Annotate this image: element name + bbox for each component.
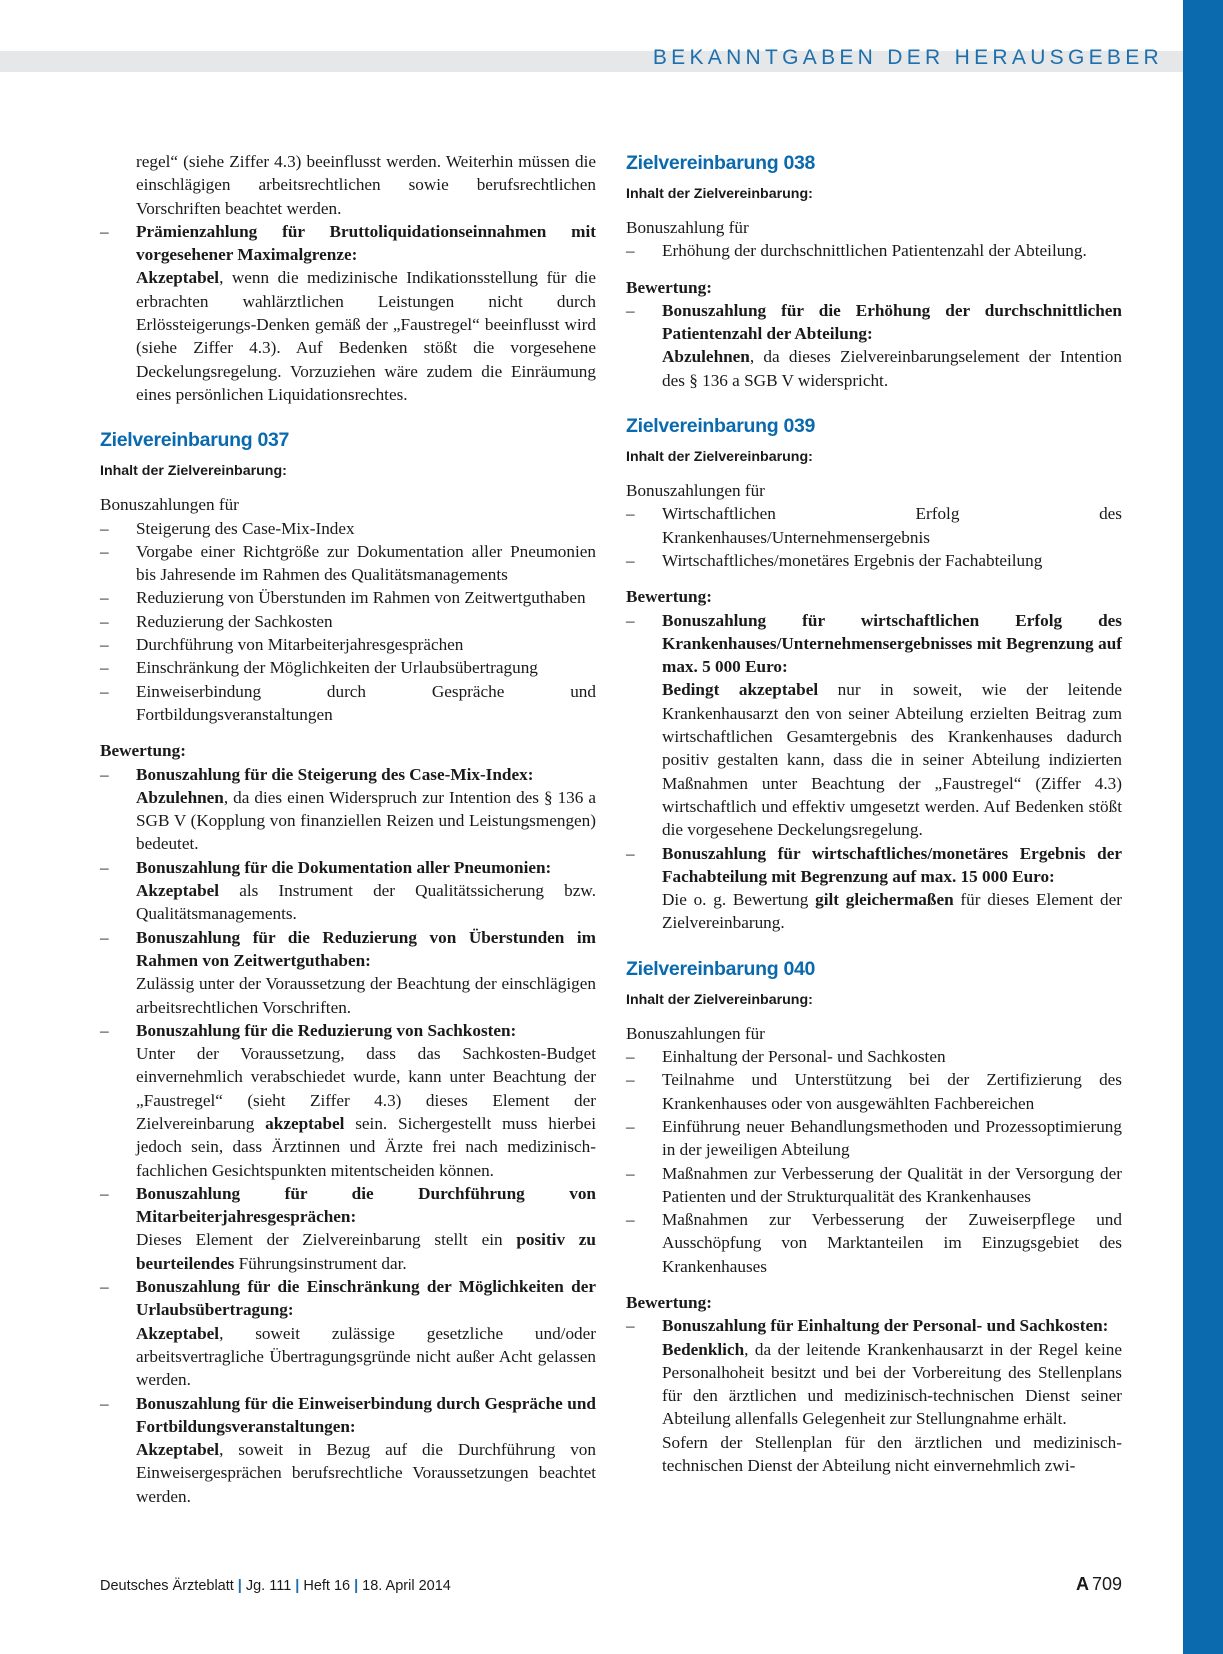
list-item: – Reduzierung von Überstunden im Rahmen von Zeitwertguthaben [100, 588, 586, 608]
section-heading-038: Zielvereinbarung 038 [626, 152, 816, 174]
verdict: Akzeptabel [136, 1323, 220, 1343]
evaluation-item: – Bonuszahlung für die Dokumentation aller Pneumonien: Akzeptabel als Instrument der Qualitätssicherung bzw. Qualitätsmanagements. [100, 857, 596, 924]
list-item [100, 220, 596, 406]
list-intro: Bonuszahlungen für [100, 495, 239, 515]
evaluation-item: – Bonuszahlung für die Durchführung von Mitarbeiterjahresgesprächen: Dieses Element der Zielvereinbarung stellt ein positiv zu beurteilendes Führungsinstrument dar. [100, 1183, 596, 1273]
evaluation-heading: Bonuszahlung für die Reduzierung von Sachkosten: [136, 1020, 517, 1040]
evaluation-heading: Bonuszahlung für die Einweiserbindung durch Gespräche und Fortbildungsveranstaltungen: [136, 1393, 596, 1436]
evaluation-item: – Bonuszahlung für Einhaltung der Personal- und Sachkosten: Bedenklich, da der leitende Krankenhausarzt in der Regel keine Personalhoheit besitzt und bei der Vorbereitung des Stellenplans für den ärztlichen und medizinisch-technischen Dienst seiner Abteilung allenfalls Gelegenheit zur Stellungnahme erhält. Sofern der Stellenplan für den ärztlichen und medizinisch-technischen Dienst der Abteilung nicht einvernehmlich zwi- [626, 1314, 1122, 1477]
verdict: positiv zu beurteilendes [136, 1230, 596, 1273]
bewertung-heading: Bewertung: [626, 277, 712, 297]
verdict: Abzulehnen [662, 347, 750, 367]
evaluation-heading: Bonuszahlung für wirtschaftliches/monetäres Ergebnis der Fachabteilung mit Begrenzung auf max. 15 000 Euro: [662, 843, 1122, 886]
right-column [626, 150, 1122, 1477]
footer-separator: | [295, 1578, 300, 1594]
evaluation-heading: Bonuszahlung für die Einschränkung der Möglichkeiten der Urlaubsübertragung: [136, 1277, 596, 1320]
list-item: – Wirtschaftliches/monetäres Ergebnis der Fachabteilung [626, 550, 1043, 570]
section-heading-039: Zielvereinbarung 039 [626, 415, 816, 438]
evaluation-item: – Bonuszahlung für die Erhöhung der durchschnittlichen Patientenzahl der Abteilung: Abzulehnen, da dieses Zielvereinbarungselement der Intention des § 136 a SGB V widerspricht. [626, 300, 1122, 390]
list-intro: Bonuszahlung für [626, 218, 749, 237]
footer-separator: | [237, 1578, 242, 1594]
verdict: Abzulehnen [136, 787, 224, 807]
dash-bullet: – [100, 221, 109, 241]
evaluation-text: , wenn die medizinische Indikationsstellung für die erbrachten wahlärztlichen Leistungen nicht durch Erlössteigerungs-Denken gemäß der „Faustregel“ beeinflusst wird (siehe Ziffer 4.3). Auf Bedenken stößt die vorgesehene Deckelungsregelung. Vorzuziehen wäre zudem die Einräumung eines persönlichen Liquidationsrechtes. [136, 268, 596, 404]
issue: Heft 16 [303, 1578, 351, 1594]
list-item: – Steigerung des Case-Mix-Index [100, 518, 355, 538]
evaluation-item: – Bonuszahlung für wirtschaftlichen Erfolg des Krankenhauses/Unternehmensergebnisses mit Begrenzung auf max. 5 000 Euro: Bedingt akzeptabel nur in soweit, wie der leitende Krankenhausarzt den von seiner Abteilung erzielten Beitrag zum wirtschaftlichen Gesamtergebnis des Krankenhauses dadurch positiv gestalten kann, dass die in seiner Abteilung indizierten Maßnahmen unter Beachtung der „Faustregel“ (Ziffer 4.3) wirtschaftlich und effektiv umgesetzt werden. Auf Bedenken stößt die vorgesehene Deckelungsregelung. [626, 610, 1122, 840]
list-item: – Wirtschaftlichen Erfolg des Krankenhauses/Unternehmensergebnis [626, 504, 1122, 547]
volume: Jg. 111 [245, 1578, 292, 1594]
evaluation-heading: Bonuszahlung für die Steigerung des Case-Mix-Index: [136, 764, 534, 784]
list-item: – Einschränkung der Möglichkeiten der Urlaubsübertragung [100, 658, 538, 678]
evaluation-item: – Bonuszahlung für die Reduzierung von Sachkosten: Unter der Voraussetzung, dass das Sachkosten-Budget einvernehmlich verabschiedet wurde, kann unter Beachtung der „Faustregel“ (sieht Ziffer 4.3) dieses Element der Zielvereinbarung akzeptabel sein. Sichergestellt muss hierbei jedoch sein, dass Ärztinnen und Ärzte frei nach medizinisch-fachlichen Gesichtspunkten mitentscheiden können. [100, 1020, 596, 1180]
evaluation-heading: Bonuszahlung für Einhaltung der Personal- und Sachkosten: [662, 1316, 1109, 1336]
journal-name: Deutsches Ärzteblatt [100, 1578, 234, 1594]
evaluation-heading: Prämienzahlung für Bruttoliquidationseinnahmen mit vorgesehener Maximalgrenze: [136, 221, 596, 265]
bewertung-heading: Bewertung: [100, 741, 186, 761]
list-item: – Maßnahmen zur Verbesserung der Zuweiserpflege und Ausschöpfung von Marktanteilen im Einzugsgebiet des Krankenhauses [626, 1210, 1122, 1276]
verdict: akzeptabel [265, 1113, 345, 1133]
subheading-inhalt: Inhalt der Zielvereinbarung: [626, 991, 813, 1008]
page-footer [100, 1574, 1122, 1594]
evaluation-heading: Bonuszahlung für die Durchführung von Mitarbeiterjahresgesprächen: [136, 1183, 596, 1227]
side-color-bar [1183, 0, 1223, 1654]
evaluation-heading: Bonuszahlung für wirtschaftlichen Erfolg des Krankenhauses/Unternehmensergebnisses mit Begrenzung auf max. 5 000 Euro: [662, 610, 1122, 677]
list-item: – Vorgabe einer Richtgröße zur Dokumentation aller Pneumonien bis Jahresende im Rahmen des Qualitätsmanagements [100, 541, 596, 585]
issue-date: 18. April 2014 [362, 1578, 451, 1594]
verdict: gilt gleichermaßen [815, 890, 954, 910]
page-number: A 709 [1075, 1574, 1122, 1594]
subheading-inhalt: Inhalt der Zielvereinbarung: [626, 186, 813, 202]
evaluation-heading: Bonuszahlung für die Erhöhung der durchschnittlichen Patientenzahl der Abteilung: [662, 300, 1122, 344]
section-heading-040: Zielvereinbarung 040 [626, 957, 816, 980]
list-item: – Einführung neuer Behandlungsmethoden und Prozessoptimierung in der jeweiligen Abteilung [626, 1116, 1122, 1160]
list-item: – Durchführung von Mitarbeiterjahresgesprächen [100, 635, 464, 655]
list-intro: Bonuszahlungen für [626, 481, 765, 501]
bewertung-heading: Bewertung: [626, 587, 712, 607]
continued-paragraph: regel“ (siehe Ziffer 4.3) beeinflusst werden. Weiterhin müssen die einschlägigen arbeitsrechtlichen sowie berufsrechtlichen Vorschriften beachtet werden. [136, 152, 596, 218]
verdict: Bedingt akzeptabel [662, 680, 819, 700]
list-intro: Bonuszahlungen für [626, 1023, 765, 1043]
continued-text: Sofern der Stellenplan für den ärztlichen und medizinisch-technischen Dienst der Abteilung nicht einvernehmlich zwi- [662, 1432, 1122, 1476]
evaluation-item: – Bonuszahlung für wirtschaftliches/monetäres Ergebnis der Fachabteilung mit Begrenzung auf max. 15 000 Euro: Die o. g. Bewertung gilt gleichermaßen für dieses Element der Zielvereinbarung. [626, 843, 1122, 933]
list-item: – Maßnahmen zur Verbesserung der Qualität in der Versorgung der Patienten und der Strukturqualität des Krankenhauses [626, 1163, 1122, 1206]
list-item: – Reduzierung der Sachkosten [100, 611, 333, 631]
subheading-inhalt: Inhalt der Zielvereinbarung: [626, 449, 813, 466]
verdict: Akzeptabel [136, 1440, 220, 1460]
subheading-inhalt: Inhalt der Zielvereinbarung: [100, 463, 287, 480]
evaluation-item: – Bonuszahlung für die Reduzierung von Überstunden im Rahmen von Zeitwertguthaben: Zulässig unter der Voraussetzung der Beachtung der einschlägigen arbeitsrechtlichen Vorschriften. [100, 927, 596, 1017]
list-item: – Erhöhung der durchschnittlichen Patientenzahl der Abteilung. [626, 241, 1087, 261]
verdict: Bedenklich [662, 1339, 745, 1359]
verdict: Akzeptabel [136, 268, 220, 288]
evaluation-heading: Bonuszahlung für die Reduzierung von Überstunden im Rahmen von Zeitwertguthaben: [136, 927, 596, 970]
section-header-title: BEKANNTGABEN DER HERAUSGEBER [652, 46, 1163, 69]
list-item: – Einhaltung der Personal- und Sachkosten [626, 1047, 946, 1067]
footer-separator: | [354, 1578, 359, 1594]
section-heading-037: Zielvereinbarung 037 [100, 429, 290, 452]
verdict: Akzeptabel [136, 881, 220, 901]
list-item: – Teilnahme und Unterstützung bei der Zertifizierung des Krankenhauses oder von ausgewählten Fachbereichen [626, 1070, 1122, 1113]
evaluation-item: – Bonuszahlung für die Einweiserbindung durch Gespräche und Fortbildungsveranstaltungen: Akzeptabel, soweit in Bezug auf die Durchführung von Einweisergesprächen berufsrechtliche Voraussetzungen beachtet werden. [100, 1393, 596, 1506]
evaluation-item: – Bonuszahlung für die Steigerung des Case-Mix-Index: Abzulehnen, da dies einen Widerspruch zur Intention des § 136 a SGB V (Kopplung von finanziellen Reizen und Leistungsmengen) bedeutet. [100, 764, 596, 854]
left-column [100, 150, 596, 1508]
bewertung-heading: Bewertung: [626, 1292, 712, 1312]
list-item: – Einweiserbindung durch Gespräche und Fortbildungsveranstaltungen [100, 681, 596, 724]
evaluation-heading: Bonuszahlung für die Dokumentation aller Pneumonien: [136, 857, 552, 877]
evaluation-item: – Bonuszahlung für die Einschränkung der Möglichkeiten der Urlaubsübertragung: Akzeptabel, soweit zulässige gesetzliche und/oder arbeitsvertragliche Übertragungsgründe nicht außer Acht gelassen werden. [100, 1277, 596, 1390]
